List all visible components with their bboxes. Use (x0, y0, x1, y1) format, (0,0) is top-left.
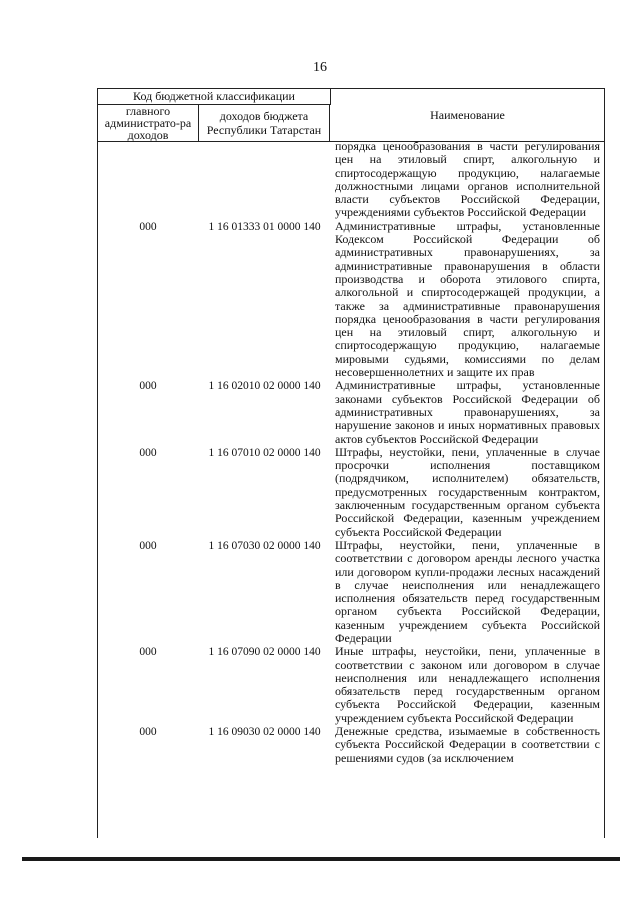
header-name: Наименование (430, 108, 505, 122)
header-admin: главного администрато-ра доходов (98, 105, 199, 141)
row-description: Административные штрафы, установленные законами субъектов Российской Федерации об административных правонарушениях, за нарушение законов и иных нормативных правовых актов субъектов Российской Федерации (335, 378, 600, 446)
row-income-code: 1 16 09030 02 0000 140 (208, 726, 321, 739)
row-income-code: 1 16 07010 02 0000 140 (208, 446, 321, 459)
row-admin-code: 000 (139, 646, 157, 659)
table-row (98, 725, 604, 765)
row-description: Иные штрафы, неустойки, пени, уплаченные в соответствии с законом или договором в случае неисполнения или ненадлежащего исполнения обязательств перед государственным органом субъекта Российской Федерации, казенным учреждением субъекта Российской Федерации (335, 644, 600, 725)
row-description: Штрафы, неустойки, пени, уплаченные в случае просрочки исполнения поставщиком (подрядчиком, исполнителем) обязательств, предусмотренных государственным контрактом, заключенным государственным органом субъекта Российской Федерации, казенным учреждением субъекта Российской Федерации (335, 444, 600, 539)
row-description: Штрафы, неустойки, пени, уплаченные в соответствии с договором аренды лесного участка или договором купли-продажи лесных насаждений в случае неисполнения или ненадлежащего исполнения обязательств перед государственным органом субъекта Российской Федерации, казенным учреждением субъекта Российской Федерации (335, 537, 600, 645)
table-row (98, 379, 604, 445)
row-description: порядка ценообразования в части регулирования цен на этиловый спирт, алкогольную и спиртосодержащую продукцию, налагаемые должностными лицами органов исполнительной власти субъектов Российской Федерации, учреждениями субъектов Российской Федерации (335, 139, 600, 220)
table-header (98, 88, 604, 142)
row-admin-code: 000 (139, 726, 157, 739)
table-body (98, 140, 604, 765)
row-income-code: 1 16 01333 01 0000 140 (208, 220, 321, 233)
row-admin-code: 000 (139, 539, 157, 552)
table-row (98, 539, 604, 645)
header-income: доходов бюджета Республики Татарстан (199, 105, 330, 141)
budget-classification-table (97, 88, 605, 838)
scan-edge-bar (22, 857, 620, 861)
row-description: Административные штрафы, установленные Кодексом Российской Федерации об административных правонарушениях, за административные правонарушения в области производства и оборота этилового спирта, алкогольной и спиртосодержащей продукции, а также за административные правонарушения порядка ценообразования в части регулирования цен на этиловый спирт, алкогольную и спиртосодержащую продукцию, налагаемые мировыми судьями, комиссиями по делам несовершеннолетних и защите их прав (335, 218, 600, 380)
row-income-code: 1 16 02010 02 0000 140 (208, 380, 321, 393)
header-kbk: Код бюджетной классификации (98, 89, 331, 105)
table-row (98, 220, 604, 380)
row-admin-code: 000 (139, 220, 157, 233)
table-row (98, 645, 604, 725)
row-admin-code: 000 (139, 446, 157, 459)
table-row (98, 446, 604, 539)
page-number: 16 (313, 60, 327, 75)
row-income-code: 1 16 07030 02 0000 140 (208, 539, 321, 552)
row-admin-code: 000 (139, 380, 157, 393)
row-income-code: 1 16 07090 02 0000 140 (208, 646, 321, 659)
table-row (98, 140, 604, 220)
row-description: Денежные средства, изымаемые в собственность субъекта Российской Федерации в соответствии с решениями судов (за исключением (335, 724, 600, 765)
